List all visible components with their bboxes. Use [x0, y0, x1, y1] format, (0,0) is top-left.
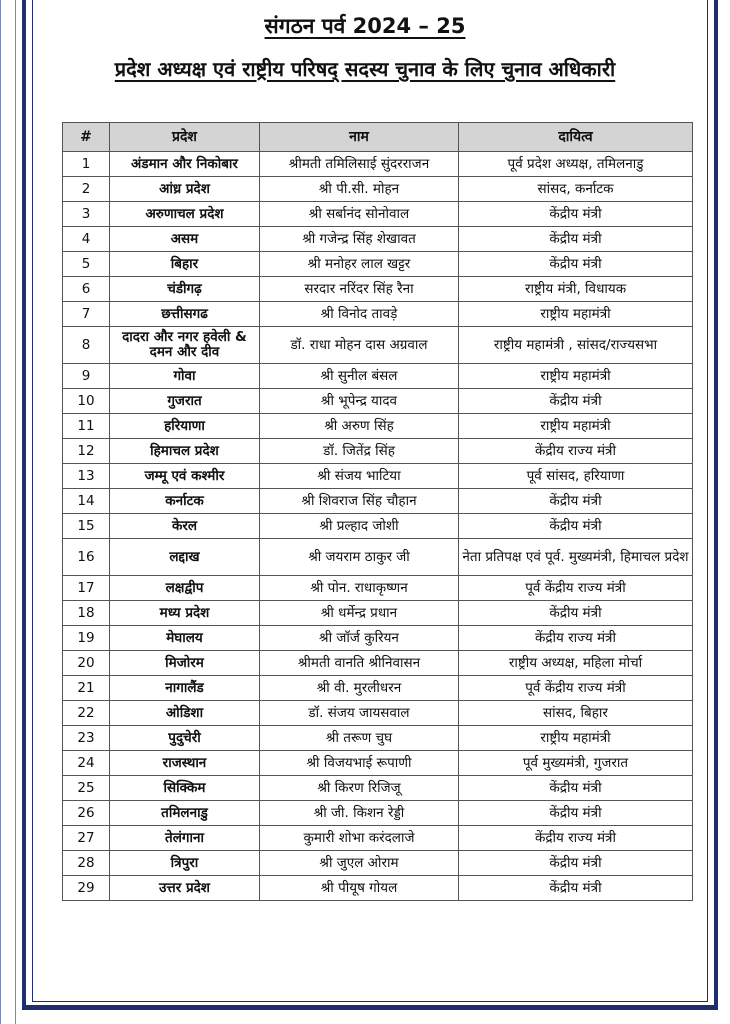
table-row: [63, 751, 693, 776]
cell-number: 25: [63, 776, 110, 801]
page-title: संगठन पर्व 2024 – 25: [264, 14, 466, 38]
cell-state: सिक्किम: [110, 776, 260, 801]
cell-state: तमिलनाडु: [110, 801, 260, 826]
cell-number: 29: [63, 876, 110, 901]
cell-name: श्री वी. मुरलीधरन: [260, 676, 459, 701]
cell-state: चंडीगढ़: [110, 277, 260, 302]
cell-name: श्री पी.सी. मोहन: [260, 177, 459, 202]
cell-state: उत्तर प्रदेश: [110, 876, 260, 901]
cell-number: 13: [63, 464, 110, 489]
table-row: [63, 876, 693, 901]
cell-state: मेघालय: [110, 626, 260, 651]
cell-role: नेता प्रतिपक्ष एवं पूर्व. मुख्यमंत्री, हिमाचल प्रदेश: [459, 539, 693, 576]
cell-name: श्री संजय भाटिया: [260, 464, 459, 489]
page-edge-line: [0, 0, 16, 1024]
table-row: [63, 177, 693, 202]
table-row: [63, 227, 693, 252]
table-row: [63, 327, 693, 364]
cell-number: 15: [63, 514, 110, 539]
cell-name: श्री तरूण चुघ: [260, 726, 459, 751]
cell-state: हिमाचल प्रदेश: [110, 439, 260, 464]
cell-role: राष्ट्रीय महामंत्री: [459, 364, 693, 389]
cell-name: श्री जुएल ओराम: [260, 851, 459, 876]
cell-state: जम्मू एवं कश्मीर: [110, 464, 260, 489]
cell-number: 28: [63, 851, 110, 876]
cell-number: 22: [63, 701, 110, 726]
cell-role: केंद्रीय राज्य मंत्री: [459, 626, 693, 651]
cell-role: केंद्रीय मंत्री: [459, 389, 693, 414]
cell-name: श्रीमती तमिलिसाई सुंदरराजन: [260, 152, 459, 177]
table-row: [63, 364, 693, 389]
officers-table: [62, 122, 693, 901]
table-row: [63, 389, 693, 414]
cell-role: पूर्व प्रदेश अध्यक्ष, तमिलनाडु: [459, 152, 693, 177]
table-row: [63, 489, 693, 514]
cell-role: केंद्रीय मंत्री: [459, 514, 693, 539]
table-row: [63, 601, 693, 626]
cell-number: 3: [63, 202, 110, 227]
cell-name: श्रीमती वानति श्रीनिवासन: [260, 651, 459, 676]
column-header-role: दायित्व: [459, 123, 693, 152]
table-row: [63, 726, 693, 751]
cell-role: पूर्व मुख्यमंत्री, गुजरात: [459, 751, 693, 776]
cell-number: 24: [63, 751, 110, 776]
cell-number: 8: [63, 327, 110, 364]
cell-number: 10: [63, 389, 110, 414]
officers-table-container: [62, 122, 692, 901]
cell-state: आंध्र प्रदेश: [110, 177, 260, 202]
cell-name: कुमारी शोभा करंदलाजे: [260, 826, 459, 851]
cell-number: 9: [63, 364, 110, 389]
cell-role: राष्ट्रीय मंत्री, विधायक: [459, 277, 693, 302]
table-row: [63, 851, 693, 876]
column-header-number: #: [63, 123, 110, 152]
cell-name: श्री सर्बानंद सोनोवाल: [260, 202, 459, 227]
cell-name: श्री गजेन्द्र सिंह शेखावत: [260, 227, 459, 252]
cell-number: 2: [63, 177, 110, 202]
cell-name: श्री विजयभाई रूपाणी: [260, 751, 459, 776]
table-body: [63, 152, 693, 901]
table-row: [63, 626, 693, 651]
cell-number: 21: [63, 676, 110, 701]
cell-role: राष्ट्रीय महामंत्री , सांसद/राज्यसभा: [459, 327, 693, 364]
table-row: [63, 801, 693, 826]
table-row: [63, 152, 693, 177]
cell-state: लक्षद्वीप: [110, 576, 260, 601]
column-header-state: प्रदेश: [110, 123, 260, 152]
cell-number: 17: [63, 576, 110, 601]
cell-role: राष्ट्रीय अध्यक्ष, महिला मोर्चा: [459, 651, 693, 676]
table-row: [63, 701, 693, 726]
cell-role: पूर्व केंद्रीय राज्य मंत्री: [459, 676, 693, 701]
cell-name: श्री पोन. राधाकृष्णन: [260, 576, 459, 601]
table-row: [63, 576, 693, 601]
cell-name: डॉ. राधा मोहन दास अग्रवाल: [260, 327, 459, 364]
cell-name: श्री जयराम ठाकुर जी: [260, 539, 459, 576]
cell-role: केंद्रीय मंत्री: [459, 202, 693, 227]
cell-role: राष्ट्रीय महामंत्री: [459, 726, 693, 751]
table-row: [63, 651, 693, 676]
cell-name: श्री पीयूष गोयल: [260, 876, 459, 901]
cell-state: छत्तीसगढ: [110, 302, 260, 327]
cell-name: श्री किरण रिजिजू: [260, 776, 459, 801]
cell-number: 18: [63, 601, 110, 626]
cell-name: डॉ. जितेंद्र सिंह: [260, 439, 459, 464]
cell-state: कर्नाटक: [110, 489, 260, 514]
table-row: [63, 202, 693, 227]
cell-name: श्री प्रल्हाद जोशी: [260, 514, 459, 539]
cell-number: 1: [63, 152, 110, 177]
cell-state: दादरा और नगर हवेली & दमन और दीव: [110, 327, 260, 364]
table-row: [63, 514, 693, 539]
cell-role: केंद्रीय मंत्री: [459, 876, 693, 901]
cell-number: 11: [63, 414, 110, 439]
cell-state: तेलंगाना: [110, 826, 260, 851]
cell-name: श्री सुनील बंसल: [260, 364, 459, 389]
cell-name: श्री मनोहर लाल खट्टर: [260, 252, 459, 277]
page-subtitle: प्रदेश अध्यक्ष एवं राष्ट्रीय परिषद् सदस्य चुनाव के लिए चुनाव अधिकारी: [114, 57, 616, 81]
table-row: [63, 439, 693, 464]
cell-state: केरल: [110, 514, 260, 539]
cell-name: डॉ. संजय जायसवाल: [260, 701, 459, 726]
cell-number: 23: [63, 726, 110, 751]
cell-name: श्री अरुण सिंह: [260, 414, 459, 439]
cell-state: लद्दाख: [110, 539, 260, 576]
cell-name: श्री भूपेन्द्र यादव: [260, 389, 459, 414]
cell-state: गुजरात: [110, 389, 260, 414]
cell-role: केंद्रीय मंत्री: [459, 227, 693, 252]
cell-name: श्री जॉर्ज कुरियन: [260, 626, 459, 651]
cell-name: श्री शिवराज सिंह चौहान: [260, 489, 459, 514]
cell-role: केंद्रीय मंत्री: [459, 851, 693, 876]
cell-role: केंद्रीय राज्य मंत्री: [459, 439, 693, 464]
cell-role: केंद्रीय राज्य मंत्री: [459, 826, 693, 851]
cell-number: 4: [63, 227, 110, 252]
cell-role: पूर्व केंद्रीय राज्य मंत्री: [459, 576, 693, 601]
cell-state: गोवा: [110, 364, 260, 389]
cell-state: त्रिपुरा: [110, 851, 260, 876]
cell-role: राष्ट्रीय महामंत्री: [459, 414, 693, 439]
cell-state: ओडिशा: [110, 701, 260, 726]
cell-number: 5: [63, 252, 110, 277]
cell-state: अंडमान और निकोबार: [110, 152, 260, 177]
cell-state: हरियाणा: [110, 414, 260, 439]
table-row: [63, 302, 693, 327]
cell-number: 20: [63, 651, 110, 676]
table-row: [63, 414, 693, 439]
table-row: [63, 676, 693, 701]
cell-state: बिहार: [110, 252, 260, 277]
cell-name: सरदार नरिंदर सिंह रैना: [260, 277, 459, 302]
cell-number: 12: [63, 439, 110, 464]
cell-state: असम: [110, 227, 260, 252]
table-row: [63, 776, 693, 801]
cell-state: पुदुचेरी: [110, 726, 260, 751]
table-header-row: [63, 123, 693, 152]
cell-state: राजस्थान: [110, 751, 260, 776]
cell-state: नागालैंड: [110, 676, 260, 701]
table-row: [63, 277, 693, 302]
cell-state: अरुणाचल प्रदेश: [110, 202, 260, 227]
cell-role: केंद्रीय मंत्री: [459, 601, 693, 626]
cell-number: 16: [63, 539, 110, 576]
cell-name: श्री विनोद तावड़े: [260, 302, 459, 327]
cell-name: श्री जी. किशन रेड्डी: [260, 801, 459, 826]
cell-role: केंद्रीय मंत्री: [459, 489, 693, 514]
cell-number: 6: [63, 277, 110, 302]
table-row: [63, 826, 693, 851]
table-row: [63, 539, 693, 576]
cell-role: पूर्व सांसद, हरियाणा: [459, 464, 693, 489]
cell-role: केंद्रीय मंत्री: [459, 801, 693, 826]
cell-number: 19: [63, 626, 110, 651]
cell-number: 27: [63, 826, 110, 851]
cell-role: सांसद, बिहार: [459, 701, 693, 726]
cell-number: 14: [63, 489, 110, 514]
cell-state: मध्य प्रदेश: [110, 601, 260, 626]
table-row: [63, 252, 693, 277]
cell-number: 26: [63, 801, 110, 826]
table-row: [63, 464, 693, 489]
cell-name: श्री धर्मेन्द्र प्रधान: [260, 601, 459, 626]
cell-role: सांसद, कर्नाटक: [459, 177, 693, 202]
cell-state: मिजोरम: [110, 651, 260, 676]
cell-role: राष्ट्रीय महामंत्री: [459, 302, 693, 327]
column-header-name: नाम: [260, 123, 459, 152]
cell-number: 7: [63, 302, 110, 327]
cell-role: केंद्रीय मंत्री: [459, 252, 693, 277]
cell-role: केंद्रीय मंत्री: [459, 776, 693, 801]
